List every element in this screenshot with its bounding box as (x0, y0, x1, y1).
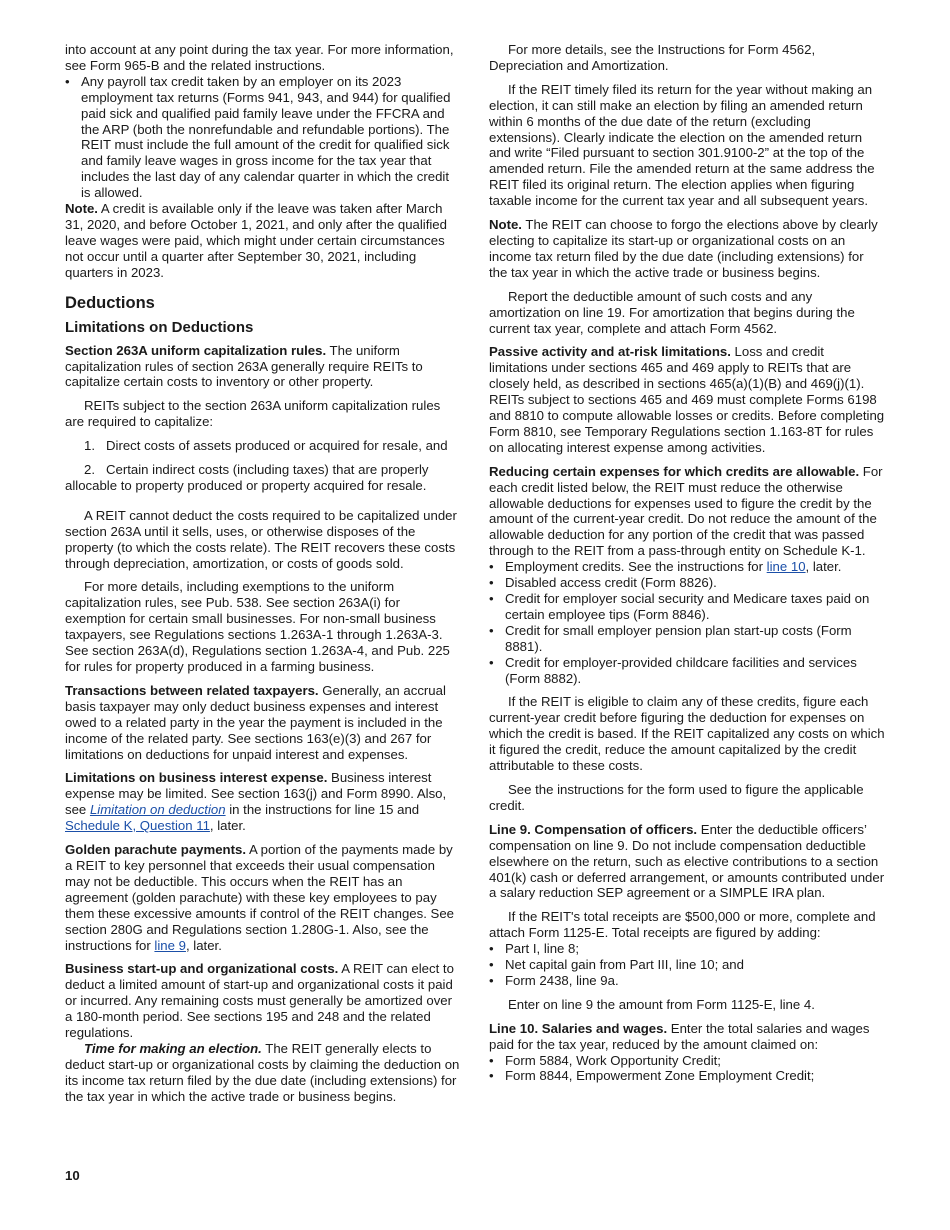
golden-parachute-text: A portion of the payments made by a REIT to key personnel that exceeds their usual compensation may not be deductible. This occurs when the REIT has an agreement (golden parachute) with these key employees to pay them these excessive amounts if control of the REIT changes. See section 280G and Regulations section 1.280G-1. Also, see the instructions for (65, 842, 454, 953)
note-text: A credit is available only if the leave was taken after March 31, 2020, and before October 1, 2021, and only after the qualified leave wages were paid, which might under certain circumstances not occur until a quarter after September 30, 2021, including quarters in 2023. (65, 201, 447, 280)
paragraph: If the REIT timely filed its return for the year without making an election, it can still make an election by filing an amended return within 6 months of the due date of the return (excluding extensions). Clearly indicate the election on the amended return and write “Filed pursuant to section 301.9100-2” at the top of the amended return. File the amended return at the same address the REIT filed its original return. The election applies when figuring taxable income for the current tax year and all subsequent years. (489, 81, 875, 209)
note-text: The REIT can choose to forgo the elections above by clearly electing to capitalize its start-up or organizational costs on an income tax return filed by the due date (including extensions) for the tax year in which the active trade or business begins. (489, 217, 878, 280)
passive-activity-label: Passive activity and at-risk limitations. (489, 344, 731, 360)
bullet-item: • Part I, line 8; (489, 941, 885, 957)
note-paragraph (489, 217, 885, 281)
line-10-link[interactable]: line 10 (766, 559, 806, 575)
page-number: 10 (65, 1168, 80, 1183)
interest-text: Business interest expense may be limited. See section 163(j) and Form 8990. Also, see (65, 770, 447, 818)
related-taxpayers-paragraph (65, 683, 461, 763)
paragraph: See the instructions for the form used to figure the applicable credit. (489, 781, 864, 813)
startup-costs-label: Business start-up and organizational costs. (65, 961, 339, 977)
section-263a-label: Section 263A uniform capitalization rules. (65, 342, 327, 358)
bullet-item: • Disabled access credit (Form 8826). (489, 575, 885, 591)
election-time-label: Time for making an election. (84, 1040, 262, 1056)
paragraph: Enter on line 9 the amount from Form 1125-E, line 4. (508, 996, 815, 1012)
limitation-on-deduction-link[interactable]: Limitation on deduction (89, 802, 226, 818)
golden-parachute-paragraph (65, 842, 461, 953)
golden-parachute-text: , later. (185, 937, 222, 953)
interest-expense-paragraph (65, 770, 461, 834)
bullet-item (489, 559, 885, 575)
note-label: Note. (65, 201, 98, 217)
heading-deductions: Deductions (65, 293, 155, 312)
bullet-item: • Form 8844, Empowerment Zone Employment Credit; (489, 1068, 885, 1084)
paragraph: For more details, including exemptions to the uniform capitalization rules, see Pub. 538. See section 263A(i) for exemption for certain small businesses. For non-small business taxpayers, see Regulations sections 1.263A-1 through 1.263A-3. See section 263A(d), Regulations section 1.263A-4, and Pub. 225 for rules for property produced in a farming business. (65, 579, 450, 674)
numbered-item: 1. Direct costs of assets produced or acquired for resale, and (84, 438, 448, 454)
reducing-expenses-label: Reducing certain expenses for which credits are allowable. (489, 463, 860, 479)
section-263a-paragraph (65, 343, 461, 391)
startup-costs-text: A REIT can elect to deduct a limited amount of start-up and organizational costs it paid or incurred. Any remaining costs must generally be amortized over a 180-month period. See sections 195 and 248 and the related regulations. (65, 961, 454, 1041)
bullet-item: • Credit for employer-provided childcare facilities and services (Form 8882). (489, 655, 885, 687)
paragraph: A REIT cannot deduct the costs required to be capitalized under section 263A until it sells, uses, or otherwise disposes of the property (to which the costs relate). The REIT recovers these costs through depreciation, amortization, or costs of goods sold. (65, 507, 457, 571)
schedule-k-question-11-link[interactable]: Schedule K, Question 11 (65, 818, 210, 834)
bullet-item: • Any payroll tax credit taken by an employer on its 2023 employment tax returns (Forms 941, 943, and 944) for qualified paid sick and qualified paid family leave under the FFCRA and the ARP (both the nonrefundable and refundable portions). The REIT must include the full amount of the credit for qualified sick and family leave wages in gross income for the tax year that includes the last day of any calendar quarter in which the credit is allowed. (65, 74, 461, 201)
line-9-label: Line 9. Compensation of officers. (489, 821, 698, 837)
startup-costs-paragraph (65, 961, 461, 1041)
reducing-expenses-paragraph (489, 464, 885, 559)
paragraph: For more details, see the Instructions for Form 4562, Depreciation and Amortization. (489, 42, 816, 73)
heading-limitations: Limitations on Deductions (65, 318, 254, 336)
note-label: Note. (489, 217, 522, 233)
passive-activity-paragraph (489, 344, 885, 455)
interest-text: in the instructions for line 15 and (225, 802, 420, 818)
paragraph: into account at any point during the tax year. For more information, see Form 965-B and the related instructions. (65, 42, 454, 73)
bullet-item: • Net capital gain from Part III, line 10; and (489, 957, 885, 973)
golden-parachute-label: Golden parachute payments. (65, 842, 247, 858)
line-10-paragraph (489, 1021, 885, 1053)
bullet-text: , later. (805, 559, 842, 575)
bullet-item: • Form 5884, Work Opportunity Credit; (489, 1053, 885, 1069)
bullet-item: • Credit for small employer pension plan start-up costs (Form 8881). (489, 623, 885, 655)
numbered-item: 2. Certain indirect costs (including taxes) that are properly allocable to property produced or property acquired for resale. (65, 462, 429, 493)
section-263a-text: The uniform capitalization rules of section 263A generally require REITs to capitalize certain costs to inventory or other property. (65, 342, 423, 390)
bullet-text: Employment credits. See the instructions for (505, 559, 767, 575)
note-paragraph (65, 201, 461, 281)
interest-text: , later. (209, 818, 246, 834)
election-time-text: The REIT generally elects to deduct start-up or organizational costs by claiming the deduction on its income tax return filed by the due date (including extensions) for the tax year in which the active trade or business begins. (65, 1040, 460, 1104)
left-column (65, 42, 461, 1105)
line-9-link[interactable]: line 9 (154, 937, 186, 953)
line-10-text: Enter the total salaries and wages paid for the tax year, reduced by the amount claimed on: (489, 1020, 870, 1052)
right-column (489, 42, 885, 1084)
related-taxpayers-text: Generally, an accrual basis taxpayer may only deduct business expenses and interest owed to a related party in the year the payment is included in the income of the related party. See sections 163(e)(3) and 267 for limitations on deductions for unpaid interest and expenses. (65, 682, 446, 762)
paragraph: If the REIT's total receipts are $500,000 or more, complete and attach Form 1125-E. Total receipts are figured by adding: (489, 909, 876, 941)
paragraph: Report the deductible amount of such costs and any amortization on line 19. For amortization that begins during the current tax year, complete and attach Form 4562. (489, 288, 855, 336)
paragraph: If the REIT is eligible to claim any of these credits, figure each current-year credit before figuring the deduction for expenses on which the credit is based. If the REIT capitalized any costs on which it figured the credit, reduce the amount capitalized by the credit attributable to these costs. (489, 694, 885, 774)
bullet-item: • Form 2438, line 9a. (489, 973, 885, 989)
line-10-label: Line 10. Salaries and wages. (489, 1020, 668, 1036)
interest-expense-label: Limitations on business interest expense. (65, 770, 328, 786)
paragraph: REITs subject to the section 263A uniform capitalization rules are required to capitalize: (65, 398, 441, 430)
election-time-paragraph (65, 1041, 461, 1105)
bullet-item: • Credit for employer social security and Medicare taxes paid on certain employee tips (Form 8846). (489, 591, 885, 623)
related-taxpayers-label: Transactions between related taxpayers. (65, 682, 319, 698)
passive-activity-text: Loss and credit limitations under sections 465 and 469 apply to REITs that are closely held, as described in sections 465(a)(1)(B) and 469(j)(1). REITs subject to sections 465 and 469 must complete Forms 6198 and 8810 to compute allowable losses or credits. Before completing Form 8810, see Temporary Regulations section 1.163-8T for rules on allocating interest expense among activities. (489, 344, 885, 455)
reducing-expenses-text: For each credit listed below, the REIT must reduce the otherwise allowable deductions for expenses used to figure the credit by the amount of the current-year credit. Do not reduce the amount of the allowable deduction for any portion of the credit that was passed through to the REIT from a pass-through entity on Schedule K-1. (489, 463, 883, 559)
line-9-paragraph (489, 822, 885, 902)
line-9-text: Enter the deductible officers’ compensation on line 9. Do not include compensation deductible elsewhere on the return, such as elective contributions to a section 401(k) cash or deferred arrangement, or amounts contributed under a salary reduction SEP agreement or a SIMPLE IRA plan. (489, 821, 885, 901)
